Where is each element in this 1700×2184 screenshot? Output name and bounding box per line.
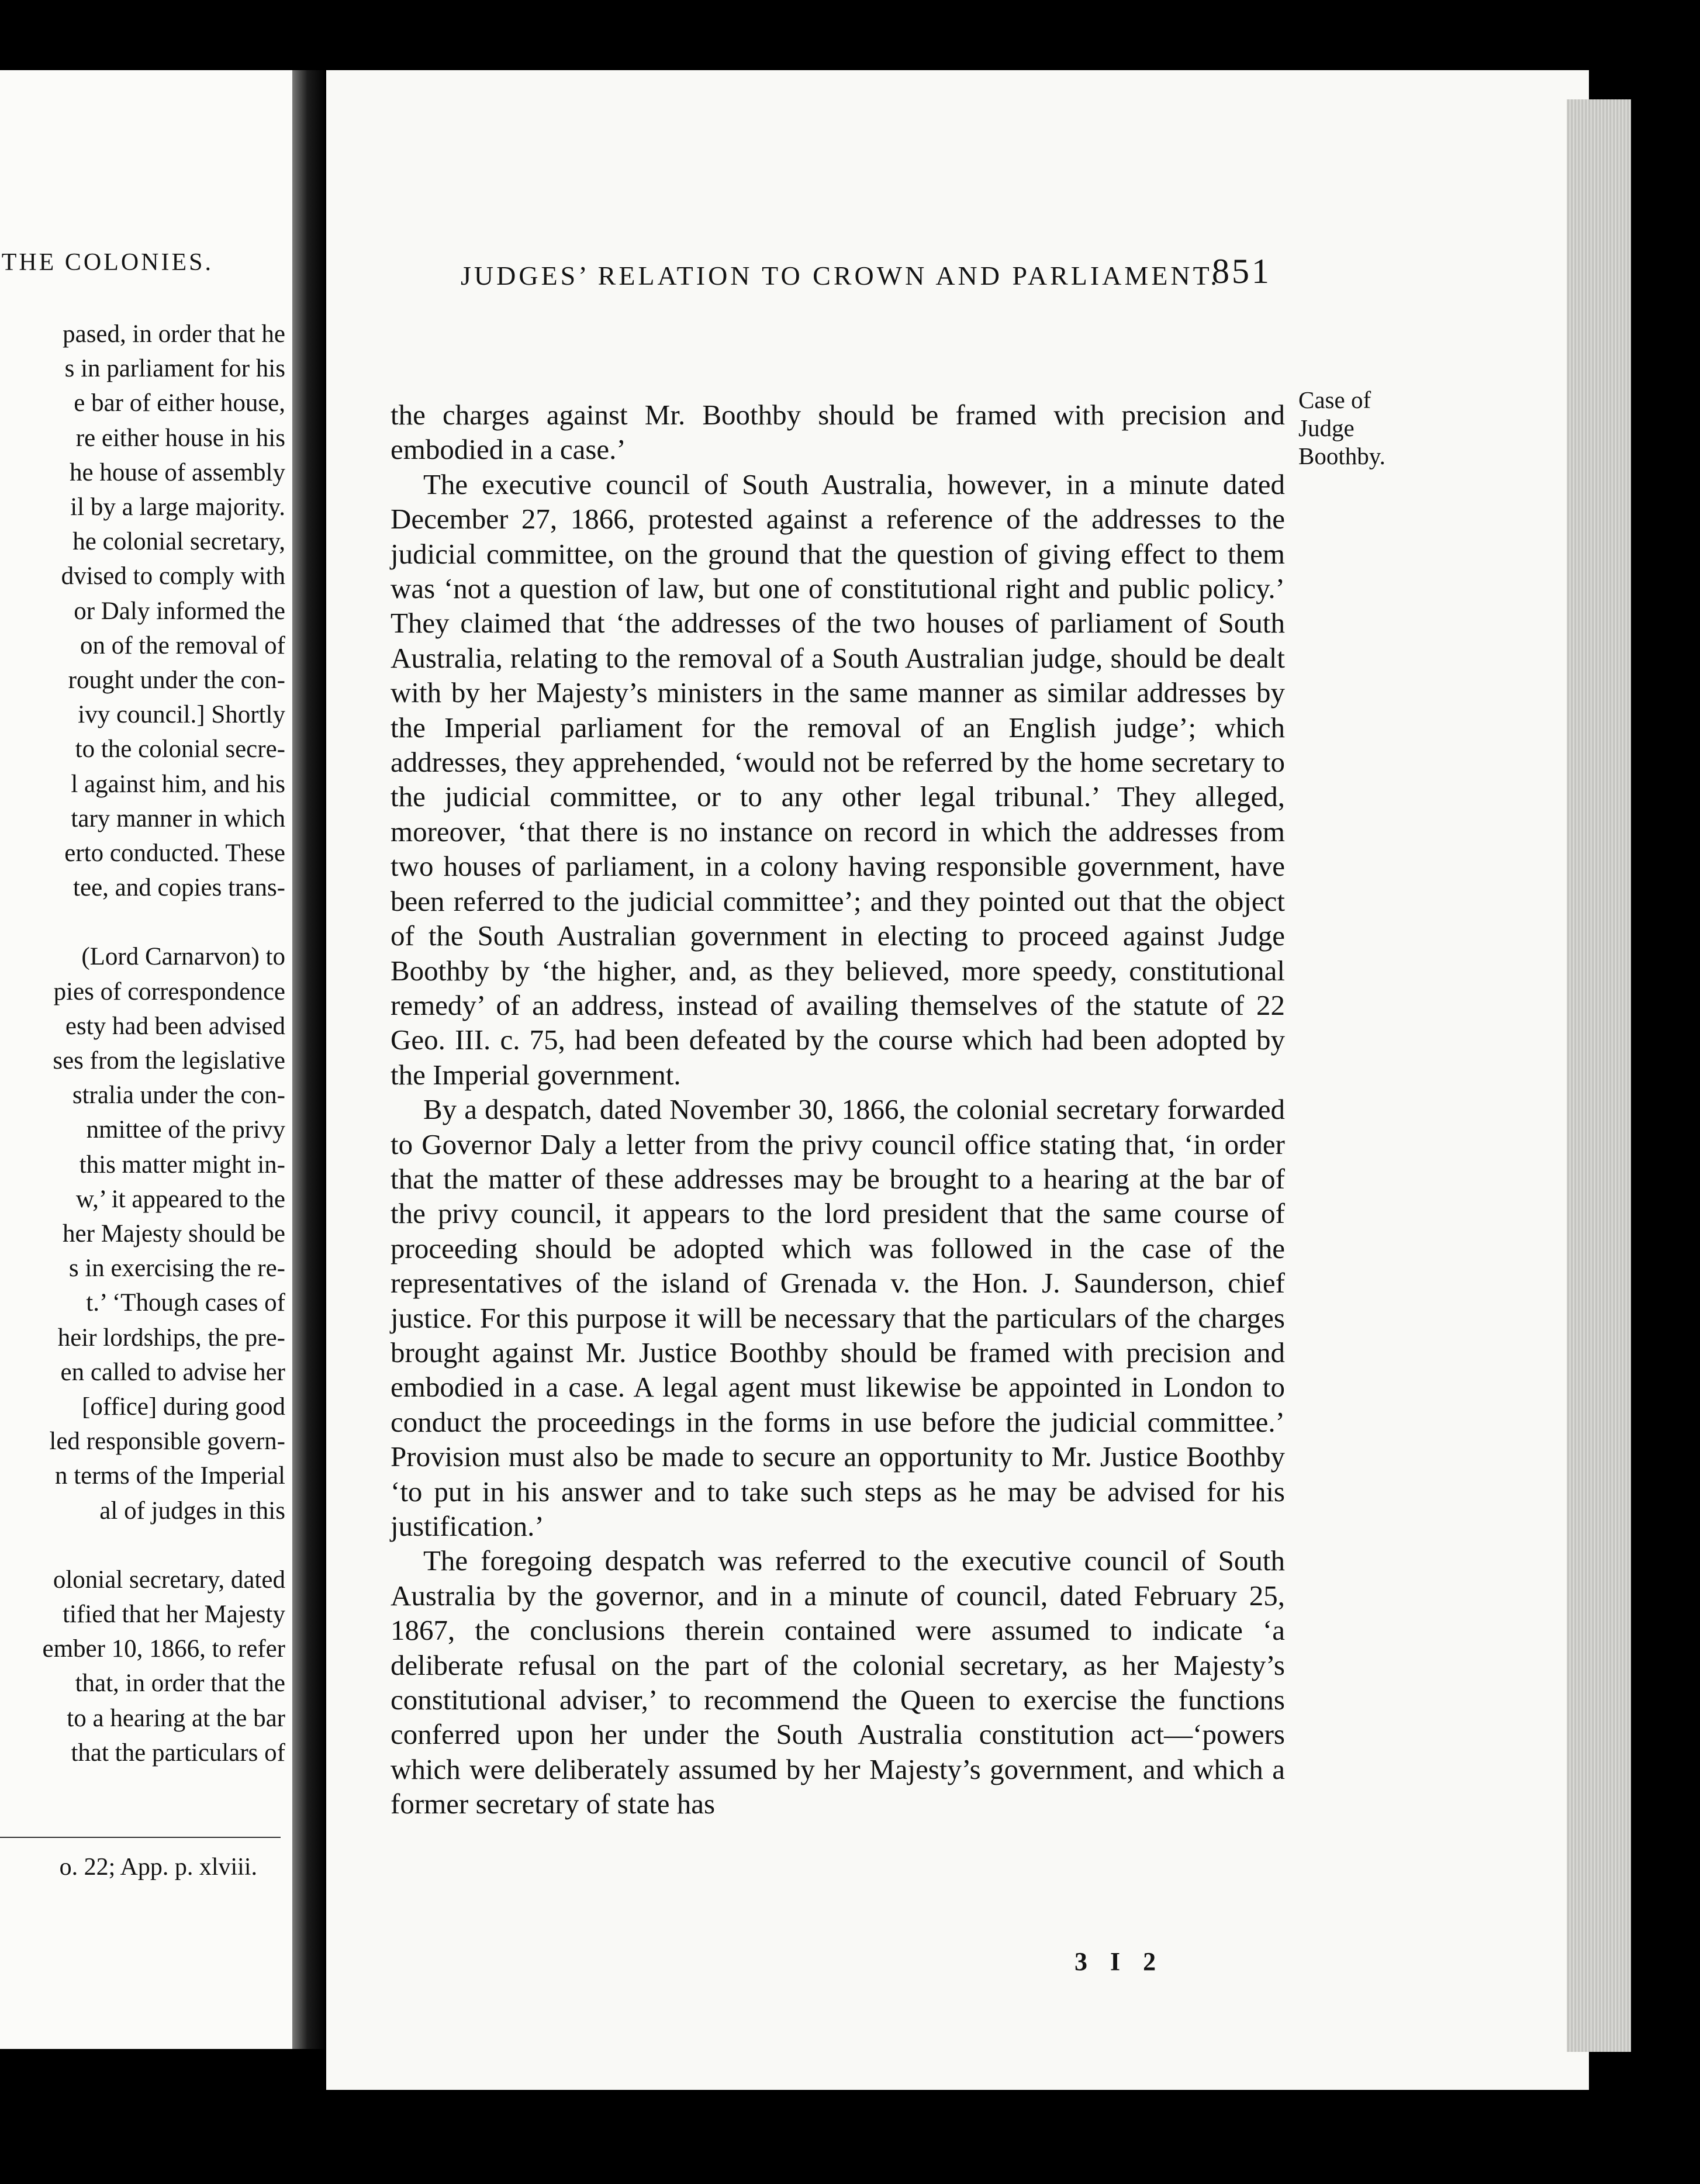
left-text-line: erto conducted. These	[64, 839, 285, 867]
left-text-line: t.’ ‘Though cases of	[86, 1289, 285, 1317]
left-text-line: nmittee of the privy	[86, 1116, 285, 1144]
left-running-head: THE COLONIES.	[1, 249, 213, 276]
left-text-line: pies of correspondence	[53, 977, 285, 1005]
left-text-line: al of judges in this	[99, 1497, 285, 1525]
left-text-line: e bar of either house,	[74, 389, 285, 417]
book-gutter	[292, 70, 326, 2049]
left-text-line: tary manner in which	[71, 804, 285, 832]
signature-mark: 3 I 2	[1074, 1947, 1165, 1976]
left-text-line: olonial secretary, dated	[53, 1566, 285, 1594]
footnote-rule	[0, 1837, 281, 1838]
left-text-line: he colonial secretary,	[72, 528, 285, 556]
left-text-line: en called to advise her	[60, 1358, 285, 1386]
left-text-line: tified that her Majesty	[63, 1601, 285, 1628]
left-text-line: w,’ it appeared to the	[75, 1185, 285, 1213]
left-text-line: this matter might in-	[79, 1150, 285, 1179]
paragraph: By a despatch, dated November 30, 1866, the colonial secretary forwarded to Governor Daly a letter from the privy council office stating that, ‘in order that the matter of these addresses may be brought to a hearing at the bar of the privy council, it appears to the lord president that the same course of proceeding should be adopted which was followed in the case of the representatives of the island of Grenada v. the Hon. J. Saunderson, chief justice. For this purpose it will be necessary that the particulars of the charges brought against Mr. Justice Boothby should be framed with precision and embodied in a case. A legal agent must likewise be appointed in London to conduct the proceedings in the forms in use before the judicial committee.’ Provision must also be made to secure an opportunity to Mr. Justice Boothby ‘to put in his answer and to take such steps as he may be advised for his justification.’	[391, 1093, 1285, 1542]
left-text-line: heir lordships, the pre-	[57, 1323, 285, 1352]
paragraph: the charges against Mr. Boothby should be framed with precision and embodied in a case.’	[391, 399, 1285, 466]
left-text-line: or Daly informed the	[74, 597, 285, 625]
left-text-line: rought under the con-	[68, 666, 285, 694]
left-text-line: l against him, and his	[71, 770, 285, 798]
right-page	[326, 70, 1589, 2090]
page-number: 851	[1212, 252, 1271, 291]
left-text-line: ivy council.] Shortly	[78, 701, 285, 729]
running-head: JUDGES’ RELATION TO CROWN AND PARLIAMENT.	[461, 261, 1220, 291]
left-text-line: [office] during good	[82, 1393, 285, 1421]
left-text-line: (Lord Carnarvon) to	[81, 943, 285, 971]
left-text-line: that, in order that the	[75, 1670, 285, 1698]
left-footnote: o. 22; App. p. xlviii.	[59, 1854, 257, 1881]
paragraph: The executive council of South Australia, however, in a minute dated December 27, 1866, protested against a reference of the addresses to the judicial committee, on the ground that the question of giving effect to them was ‘not a question of law, but one of constitutional right and public policy.’ They claimed that ‘the addresses of the two houses of parliament of South Australia, relating to the removal of a South Australian judge, should be dealt with by her Majesty’s ministers in the same manner as similar addresses by the Imperial parliament for the removal of an English judge’; which addresses, they apprehended, ‘would not be referred by the home secretary to the judicial committee, or to any other legal tribunal.’ They alleged, moreover, ‘that there is no instance on record in which the addresses from two houses of parliament, in a colony having responsible government, have been referred to the judicial committee’; and they pointed out that the object of the South Australian government in electing to proceed against Judge Boothby by ‘the higher, and, as they believed, more speedy, constitutional remedy’ of an address, instead of availing themselves of the statute of 22 Geo. III. c. 75, had been defeated by the course which had been adopted by the Imperial government.	[391, 468, 1285, 1091]
left-text-line: on of the removal of	[80, 631, 285, 659]
left-text-line: s in exercising the re-	[68, 1255, 285, 1283]
left-text-line: s in parliament for his	[64, 355, 285, 383]
body-text	[391, 398, 1285, 1822]
left-text-line: tee, and copies trans-	[73, 874, 285, 902]
left-text-line: led responsible govern-	[49, 1428, 285, 1456]
left-text-line: to a hearing at the bar	[67, 1704, 285, 1732]
left-text-line: pased, in order that he	[63, 320, 285, 348]
left-text-line: dvised to comply with	[61, 562, 285, 590]
left-text-line: esty had been advised	[65, 1012, 285, 1040]
left-text-line: il by a large majority.	[70, 493, 285, 521]
left-text-line: re either house in his	[75, 424, 285, 452]
page-edges	[1567, 99, 1631, 2052]
left-text-line: her Majesty should be	[63, 1220, 285, 1247]
left-text-line: ember 10, 1866, to refer	[42, 1635, 285, 1663]
left-page	[0, 70, 292, 2049]
left-text-line: ses from the legislative	[53, 1047, 285, 1074]
left-text-line: he house of assembly	[69, 458, 285, 486]
paragraph: The foregoing despatch was referred to the executive council of South Australia by the governor, and in a minute of council, dated February 25, 1867, the conclusions therein contained were assumed to indicate ‘a deliberate refusal on the part of the colonial secretary, as her Majesty’s constitutional adviser,’ to recommend the Queen to exercise the functions conferred upon her under the South Australia constitution act—‘powers which were deliberately assumed by her Majesty’s government, and which a former secretary of state has	[391, 1544, 1285, 1820]
left-text-line: n terms of the Imperial	[54, 1462, 285, 1490]
left-text-line: to the colonial secre-	[75, 735, 285, 763]
left-text-line: stralia under the con-	[72, 1081, 285, 1110]
marginal-note: Case of Judge Boothby.	[1298, 386, 1385, 469]
left-text-line: that the particulars of	[71, 1739, 285, 1767]
